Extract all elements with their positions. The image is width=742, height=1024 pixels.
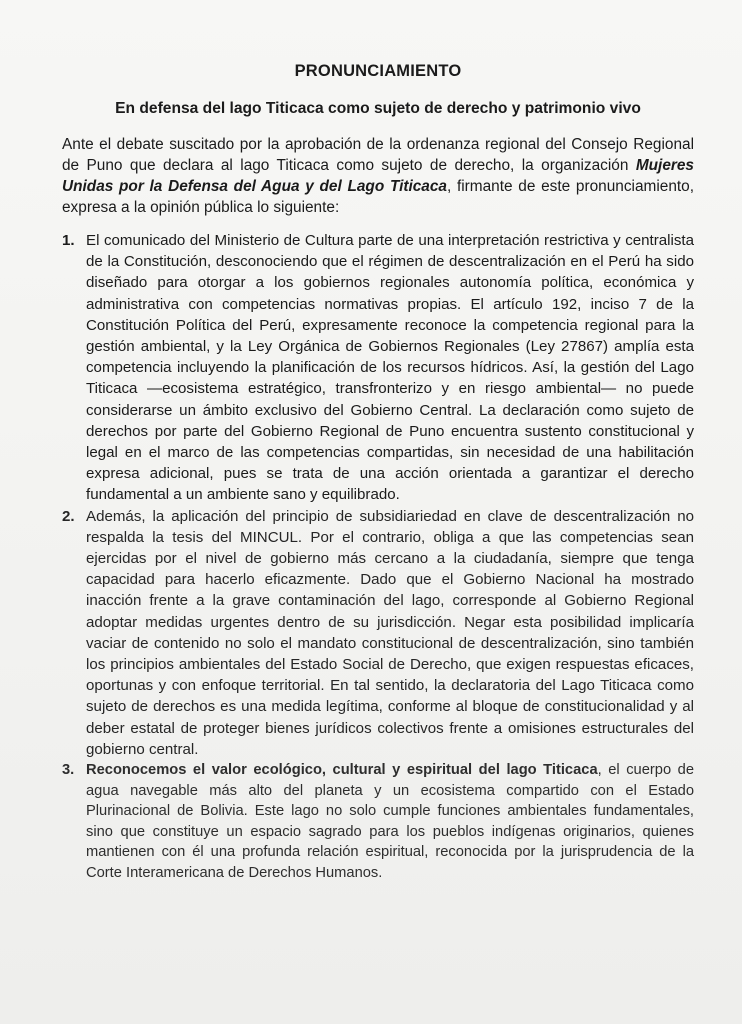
list-item bbox=[62, 506, 694, 760]
intro-text-after: , firmante de este pronunciamiento, expresa a la opinión pública lo siguiente: bbox=[62, 178, 694, 216]
item-text: Además, la aplicación del principio de subsidiariedad en clave de descentralización no respalda la tesis del MINCUL. Por el contrario, obliga a que las competencias sean ejercidas por el nivel de gobierno más cercano a la ciudadanía, siempre que tenga capacidad para hacerlo eficazmente. Dado que el Gobierno Nacional ha mostrado inacción frente a la grave contaminación del lago, corresponde al Gobierno Regional adoptar medidas urgentes dentro de su jurisdicción. Negar esta posibilidad implicaría vaciar de contenido no solo el mandato constitucional de descentralización, sino también los principios ambientales del Estado Social de Derecho, que exigen respuestas eficaces, oportunas y con enfoque territorial. En tal sentido, la declaratoria del Lago Titicaca como sujeto de derechos es una medida legítima, conforme al bloque de constitucionalidad y al deber estatal de proteger bienes jurídicos colectivos frente a omisiones estructurales del gobierno central. bbox=[86, 507, 694, 758]
organization-name: Mujeres Unidas por la Defensa del Agua y del Lago Titicaca bbox=[62, 157, 694, 195]
list-item bbox=[62, 760, 694, 884]
item-number: 2. bbox=[62, 507, 75, 525]
item-text: El comunicado del Ministerio de Cultura parte de una interpretación restrictiva y centralista de la Constitución, desconociendo que el régimen de descentralización en el Perú ha sido diseñado para otorgar a los gobiernos regionales autonomía política, económica y administrativa con competencias normativas propias. El artículo 192, inciso 7 de la Constitución Política del Perú, expresamente reconoce la competencia regional para la gestión ambiental, y la Ley Orgánica de Gobiernos Regionales (Ley 27867) amplía esta competencia incluyendo la planificación de los recursos hídricos. Así, la gestión del Lago Titicaca —ecosistema estratégico, transfronterizo y en riesgo ambiental— no puede considerarse un ámbito exclusivo del Gobierno Central. La declaración como sujeto de derechos por parte del Gobierno Regional de Puno encuentra sustento constitucional y legal en el marco de las competencias compartidas, sin necesidad de una habilitación expresa adicional, pues se trata de una acción orientada a garantizar el derecho fundamental a un ambiente sano y equilibrado. bbox=[86, 232, 694, 504]
item-number: 3. bbox=[62, 762, 75, 779]
document-subtitle: En defensa del lago Titicaca como sujeto de derecho y patrimonio vivo bbox=[115, 100, 641, 117]
document-body bbox=[62, 62, 694, 884]
list-item bbox=[62, 230, 694, 506]
intro-paragraph bbox=[62, 134, 694, 218]
item-number: 1. bbox=[62, 232, 75, 249]
document-title: PRONUNCIAMIENTO bbox=[294, 62, 462, 80]
statement-list bbox=[62, 230, 694, 884]
item-lead: Reconocemos el valor ecológico, cultural y espiritual del lago Titicaca bbox=[86, 762, 598, 779]
item-text: , el cuerpo de agua navegable más alto del planeta y un ecosistema compartido con el Estado Plurinacional de Bolivia. Este lago no solo cumple funciones ambientales fundamentales, sino que constituye un espacio sagrado para los pueblos indígenas originarios, quienes mantienen con él una profunda relación espiritual, reconocida por la jurisprudencia de la Corte Interamericana de Derechos Humanos. bbox=[86, 762, 694, 882]
intro-text-before: Ante el debate suscitado por la aprobación de la ordenanza regional del Consejo Regional de Puno que declara al lago Titicaca como sujeto de derecho, la organización bbox=[62, 136, 694, 174]
